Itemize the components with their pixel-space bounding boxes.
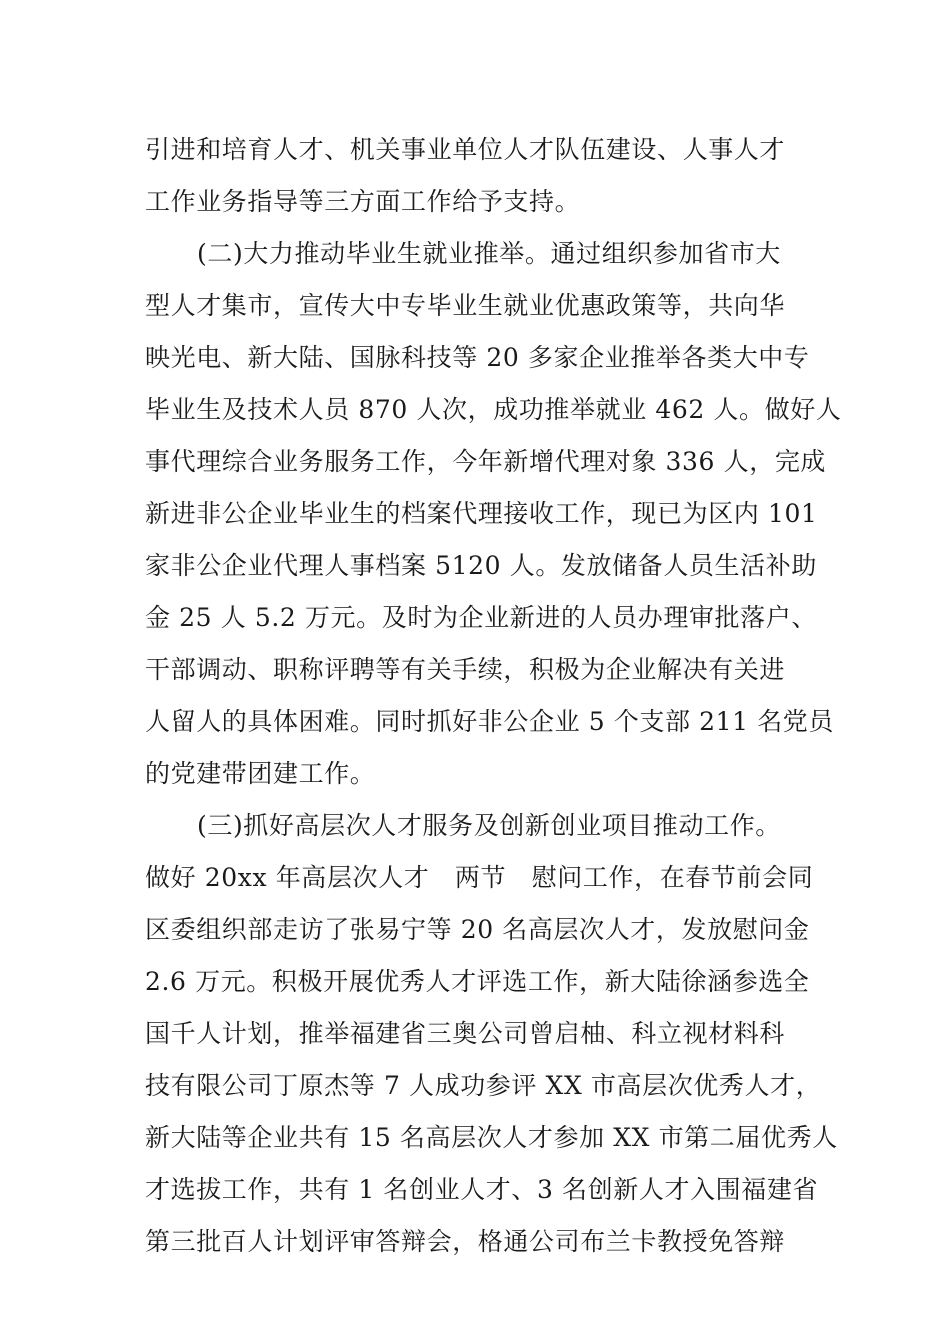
text-line: 才选拔工作，共有 1 名创业人才、3 名创新人才入围福建省 — [145, 1175, 819, 1204]
text-line: 区委组织部走访了张易宁等 20 名高层次人才，发放慰问金 — [145, 915, 810, 944]
body-text — [145, 124, 842, 1268]
text-line: 映光电、新大陆、国脉科技等 20 多家企业推举各类大中专 — [145, 343, 810, 372]
text-line: 毕业生及技术人员 870 人次，成功推举就业 462 人。做好人 — [145, 395, 842, 424]
section-heading-line: (二)大力推动毕业生就业推举。通过组织参加省市大 — [197, 239, 781, 268]
text-line: 型人才集市，宣传大中专毕业生就业优惠政策等，共向华 — [145, 291, 786, 320]
text-line: 技有限公司丁原杰等 7 人成功参评 XX 市高层次优秀人才， — [145, 1071, 822, 1100]
text-line: 工作业务指导等三方面工作给予支持。 — [145, 187, 581, 216]
text-line: 做好 20xx 年高层次人才 两节 慰问工作，在春节前会同 — [145, 863, 814, 892]
text-line: 金 25 人 5.2 万元。及时为企业新进的人员办理审批落户、 — [145, 603, 817, 632]
text-line: 人留人的具体困难。同时抓好非公企业 5 个支部 211 名党员 — [145, 707, 835, 736]
text-line: 干部调动、职称评聘等有关手续，积极为企业解决有关进 — [145, 655, 786, 684]
text-line: 第三批百人计划评审答辩会，格通公司布兰卡教授免答辩 — [145, 1227, 786, 1256]
text-line: 新大陆等企业共有 15 名高层次人才参加 XX 市第二届优秀人 — [145, 1123, 838, 1152]
text-line: 的党建带团建工作。 — [145, 759, 376, 788]
text-line: 2.6 万元。积极开展优秀人才评选工作，新大陆徐涵参选全 — [145, 967, 810, 996]
text-line: 引进和培育人才、机关事业单位人才队伍建设、人事人才 — [145, 135, 786, 164]
text-line: 国千人计划，推举福建省三奥公司曾启柚、科立视材料科 — [145, 1019, 786, 1048]
text-line: 家非公企业代理人事档案 5120 人。发放储备人员生活补助 — [145, 551, 817, 580]
section-heading-line: (三)抓好高层次人才服务及创新创业项目推动工作。 — [197, 811, 781, 840]
text-line: 事代理综合业务服务工作，今年新增代理对象 336 人，完成 — [145, 447, 827, 476]
text-line: 新进非公企业毕业生的档案代理接收工作，现已为区内 101 — [145, 499, 818, 528]
